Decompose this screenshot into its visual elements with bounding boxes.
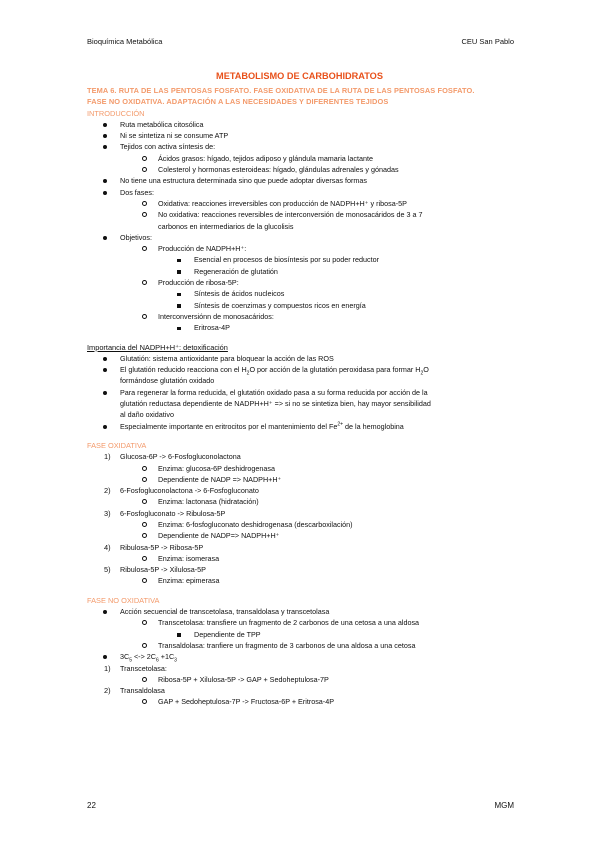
list-item: $3C_5$ <-> $2C_6 +1C_3$ [87,651,519,662]
list-item: Objetivos: [87,232,519,243]
circle-bullet-icon [142,696,147,707]
section-heading-intro: INTRODUCCIÓN [87,108,145,118]
square-bullet-icon [177,254,181,265]
numbered-step: 3) 6-Fosfogluconato -> Ribulosa-5P [104,508,226,518]
list-item-continuation: al daño oxidativo [120,410,174,420]
list-item: Regeneración de glutatión [87,266,519,277]
bullet-icon [103,141,107,152]
list-item: Dependiente de TPP [87,629,519,640]
list-item: Ni se sintetiza ni se consume ATP [87,130,519,141]
list-item: Esencial en procesos de biosíntesis por su poder reductor [87,254,519,265]
list-item-continuation: glutatión reductasa dependiente de NADPH+H⁺ => si no se sintetiza bien, hay mayor sensibilidad [120,399,431,409]
list-item-continuation: carbonos en intermediarios de la glucolisis [158,221,294,231]
list-item: Ribosa-5P + Xilulosa-5P -> GAP + Sedoheptulosa-7P [87,674,519,685]
bullet-icon [103,421,107,432]
bullet-icon [103,606,107,617]
square-bullet-icon [177,288,181,299]
circle-bullet-icon [142,463,147,474]
bullet-icon [103,175,107,186]
bullet-icon [103,364,107,375]
circle-bullet-icon [142,243,147,254]
numbered-step: 1) Glucosa-6P -> 6-Fosfogluconolactona [104,452,241,462]
list-item-continuation: formándose glutatión oxidado [120,376,215,386]
bullet-icon [103,187,107,198]
list-item: Transaldolasa: tranfiere un fragmento de 3 carbonos de una aldosa a una cetosa [87,640,519,651]
list-item: Enzima: epimerasa [87,575,519,586]
circle-bullet-icon [142,496,147,507]
list-item: Enzima: 6-fosfogluconato deshidrogenasa (descarboxilación) [87,519,519,530]
circle-bullet-icon [142,617,147,628]
numbered-step: 2) Transaldolasa [104,686,165,696]
list-item: El glutatión reducido reacciona con el $H_2O$ por acción de la glutatión peroxidasa para formar $H_2O$ [87,364,519,375]
bullet-icon [103,232,107,243]
numbered-step: 2) 6-Fosfogluconolactona -> 6-Fosfogluconato [104,486,259,496]
section-heading-importance: Importancia del NADPH+H⁺: detoxificación [87,342,228,352]
subtitle-line-1: TEMA 6. RUTA DE LAS PENTOSAS FOSFATO. FASE OXIDATIVA DE LA RUTA DE LAS PENTOSAS FOSFATO. [87,86,475,95]
bullet-icon [103,651,107,662]
list-item: Acción secuencial de transcetolasa, transaldolasa y transcetolasa [87,606,519,617]
running-header-left: Bioquímica Metabólica [87,37,163,46]
author-initials: MGM [494,801,514,810]
list-item: No oxidativa: reacciones reversibles de interconversión de monosacáridos de 3 a 7 [87,209,519,220]
list-item: Dependiente de NADP=> NADPH+H⁺ [87,530,519,541]
square-bullet-icon [177,266,181,277]
circle-bullet-icon [142,198,147,209]
list-item: Síntesis de ácidos nucleicos [87,288,519,299]
circle-bullet-icon [142,640,147,651]
list-item: Colesterol y hormonas esteroideas: hígado, glándulas adrenales y gónadas [87,164,519,175]
numbered-step: 4) Ribulosa-5P -> Ribosa-5P [104,542,204,552]
circle-bullet-icon [142,153,147,164]
square-bullet-icon [177,629,181,640]
bullet-icon [103,353,107,364]
numbered-step: 1) Transcetolasa: [104,663,167,673]
list-item: GAP + Sedoheptulosa-7P -> Fructosa-6P + Eritrosa-4P [87,696,519,707]
list-item: Producción de ribosa-5P: [87,277,519,288]
circle-bullet-icon [142,674,147,685]
document-body [87,85,519,708]
list-item: Ruta metabólica citosólica [87,119,519,130]
section-heading-oxidative: FASE OXIDATIVA [87,440,147,450]
circle-bullet-icon [142,209,147,220]
circle-bullet-icon [142,164,147,175]
page-title: METABOLISMO DE CARBOHIDRATOS [216,71,383,81]
running-header-right: CEU San Pablo [461,37,514,46]
square-bullet-icon [177,300,181,311]
square-bullet-icon [177,322,181,333]
list-item: Tejidos con activa síntesis de: [87,141,519,152]
list-item: Glutatión: sistema antioxidante para bloquear la acción de las ROS [87,353,519,364]
list-item: Especialmente importante en eritrocitos por el mantenimiento del $Fe^{2+}$ de la hemoglobina [87,421,519,432]
circle-bullet-icon [142,530,147,541]
circle-bullet-icon [142,553,147,564]
list-item: Enzima: lactonasa (hidratación) [87,496,519,507]
list-item: Transcetolasa: transfiere un fragmento de 2 carbonos de una cetosa a una aldosa [87,617,519,628]
bullet-icon [103,387,107,398]
circle-bullet-icon [142,311,147,322]
circle-bullet-icon [142,575,147,586]
bullet-icon [103,119,107,130]
list-item: No tiene una estructura determinada sino que puede adoptar diversas formas [87,175,519,186]
list-item: Interconversiónn de monosacáridos: [87,311,519,322]
circle-bullet-icon [142,474,147,485]
numbered-step: 5) Ribulosa-5P -> Xilulosa-5P [104,565,206,575]
list-item: Dos fases: [87,187,519,198]
page-number: 22 [87,801,96,810]
section-heading-nonoxidative: FASE NO OXIDATIVA [87,595,160,605]
circle-bullet-icon [142,277,147,288]
list-item: Síntesis de coenzimas y compuestos ricos en energía [87,300,519,311]
list-item: Enzima: glucosa-6P deshidrogenasa [87,463,519,474]
bullet-icon [103,130,107,141]
list-item: Oxidativa: reacciones irreversibles con producción de NADPH+H⁺ y ribosa-5P [87,198,519,209]
circle-bullet-icon [142,519,147,530]
list-item: Para regenerar la forma reducida, el glutatión oxidado pasa a su forma reducida por acción de la [87,387,519,398]
list-item: Enzima: isomerasa [87,553,519,564]
subtitle-line-2: FASE NO OXIDATIVA. ADAPTACIÓN A LAS NECESIDADES Y DIFERENTES TEJIDOS [87,97,389,107]
list-item: Ácidos grasos: hígado, tejidos adiposo y glándula mamaria lactante [87,153,519,164]
list-item: Eritrosa-4P [87,322,519,333]
list-item: Dependiente de NADP => NADPH+H⁺ [87,474,519,485]
list-item: Producción de NADPH+H⁺: [87,243,519,254]
